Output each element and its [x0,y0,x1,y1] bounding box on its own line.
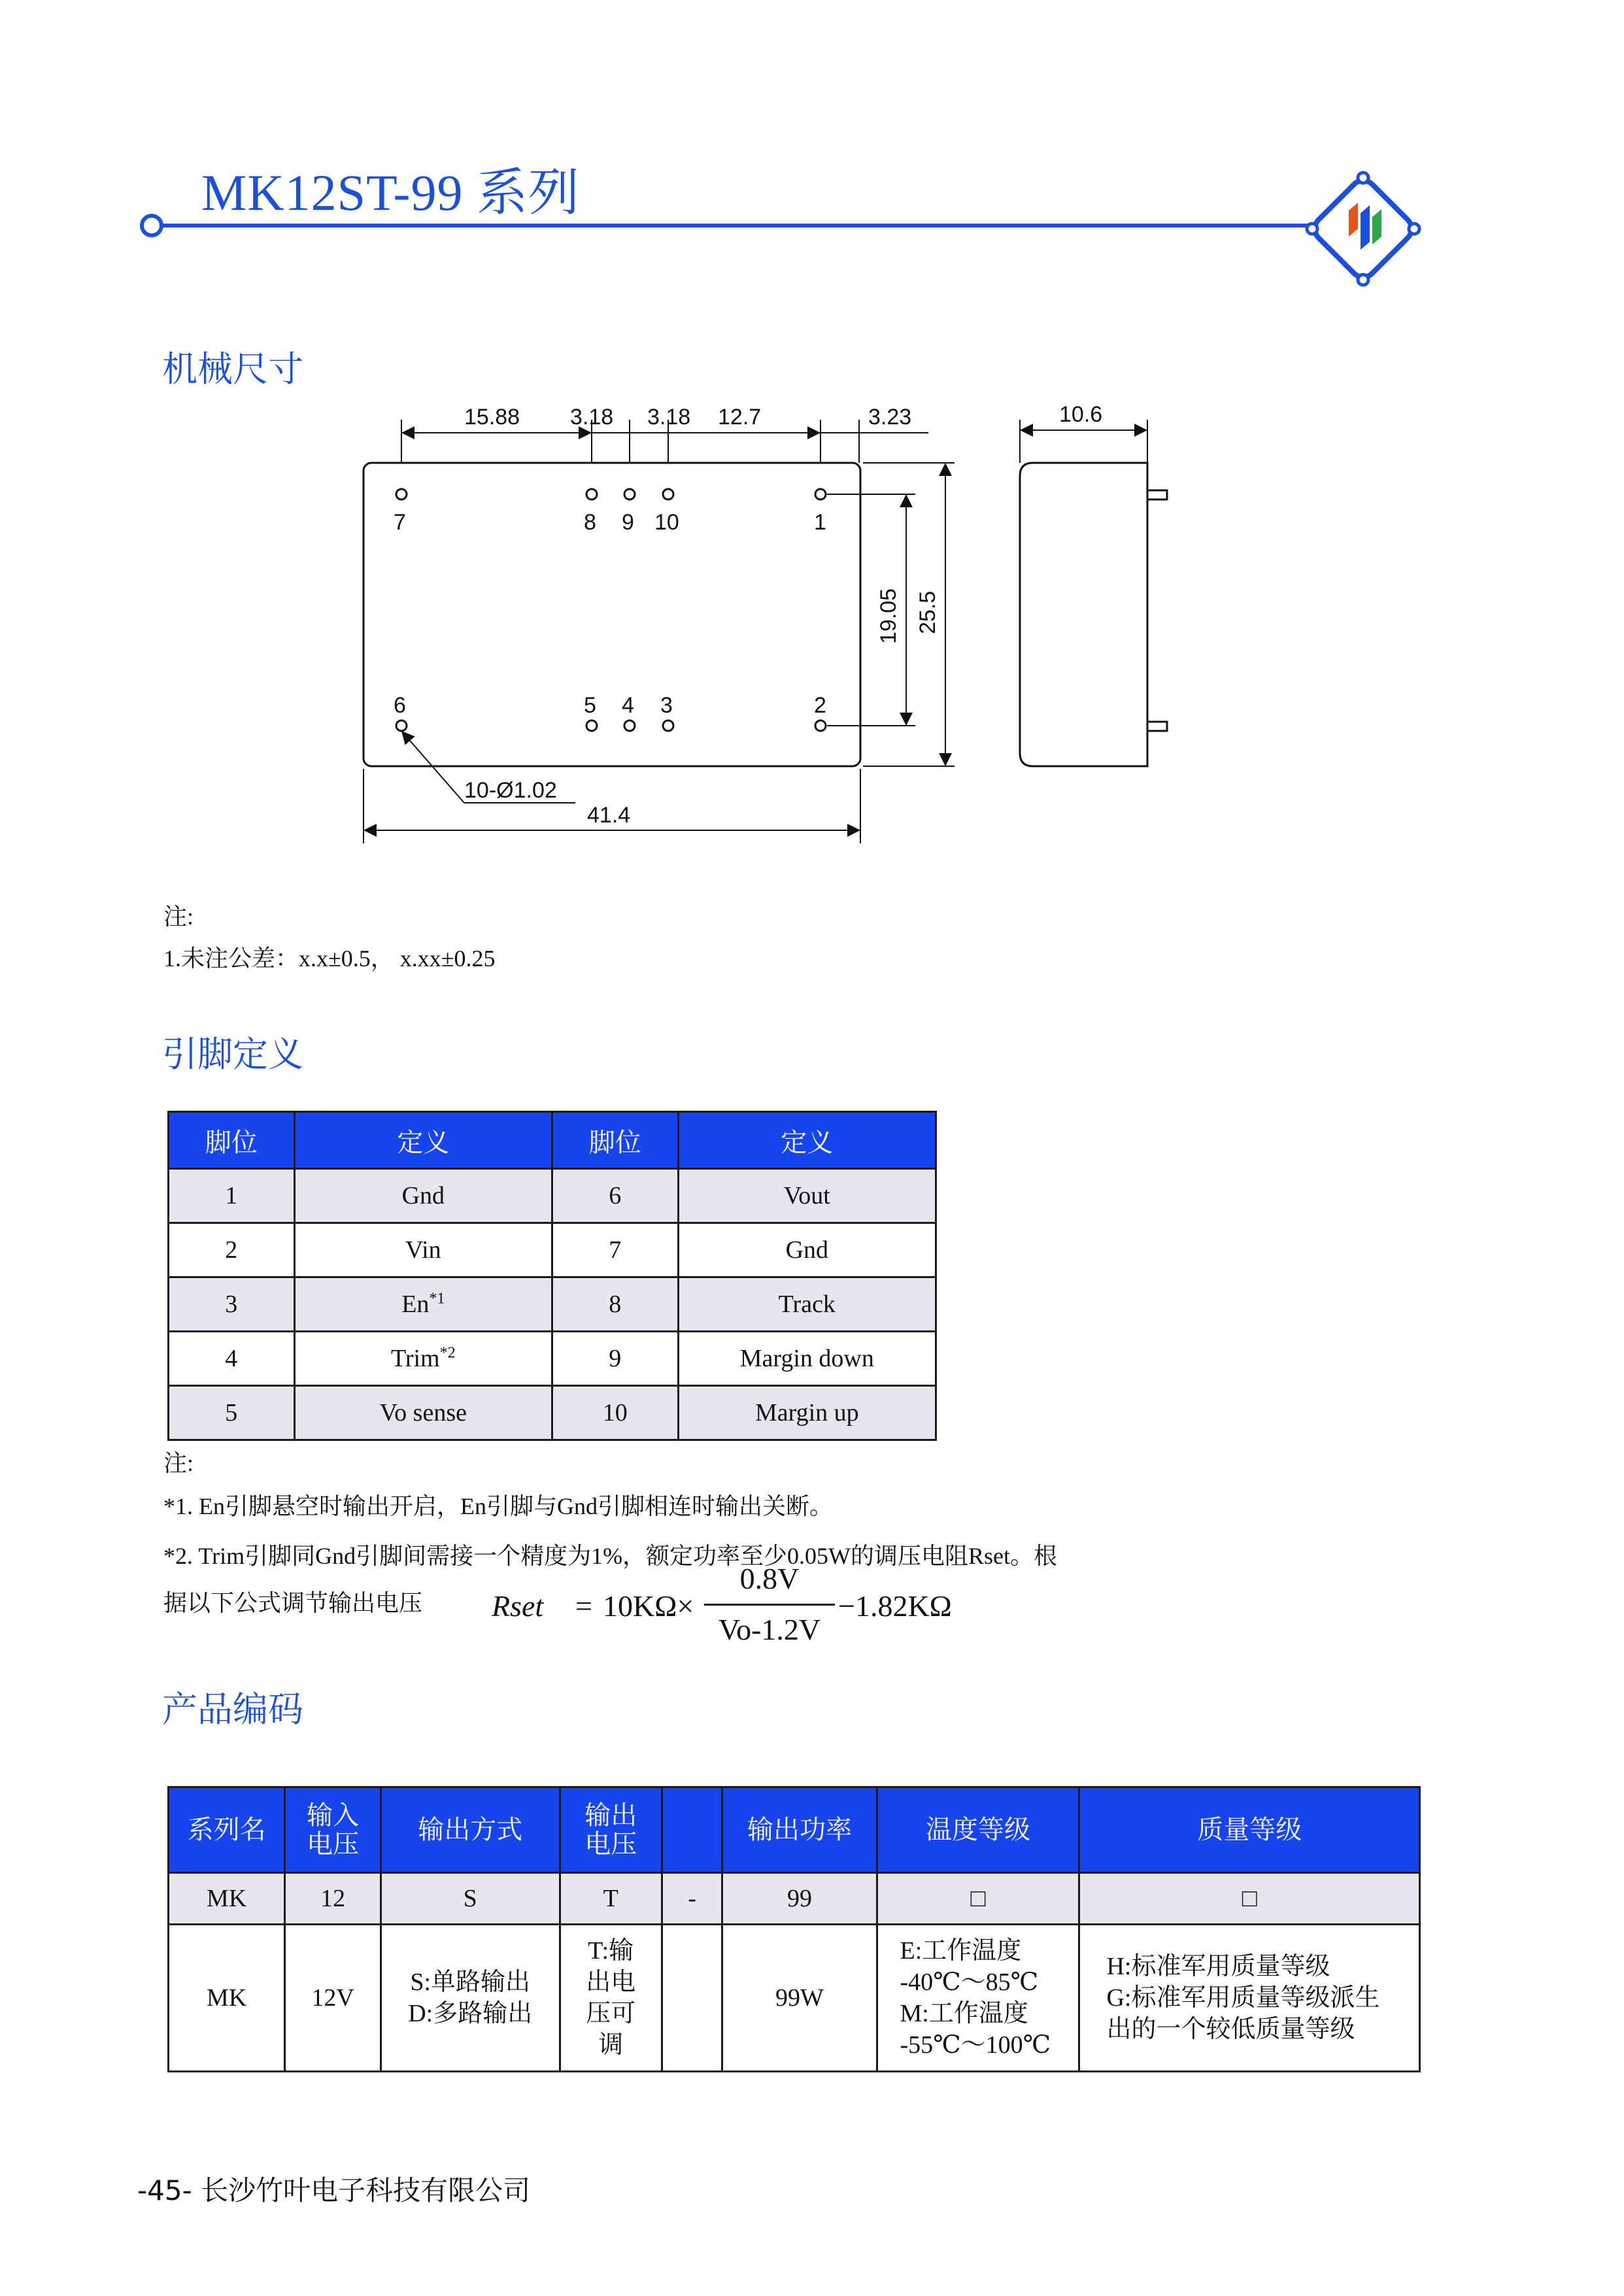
dim-hole: 10-Ø1.02 [464,778,557,803]
header-quality-grade: 质量等级 [1079,1787,1420,1873]
cell-def: Gnd [294,1169,552,1223]
desc-cell: MK [169,1925,285,2072]
code-cell: □ [1079,1873,1420,1925]
fraction-bar [704,1604,835,1606]
desc-line: 压可 [586,2000,636,2027]
pin-label-10: 10 [654,510,679,535]
pin-label-7: 7 [394,510,406,535]
formula-tail: −1.82KΩ [838,1589,952,1623]
table-row [169,1223,936,1277]
table-row [169,1873,1420,1925]
header-pin-a: 脚位 [169,1112,295,1169]
section-title-pins: 引脚定义 [162,1034,303,1075]
code-cell: 12 [285,1873,381,1925]
formula-numerator: 0.8V [739,1562,800,1595]
pin-label-8: 8 [584,510,596,535]
pin-label-9: 9 [622,510,634,535]
code-cell: □ [877,1873,1079,1925]
side-pin-bottom [1147,722,1167,731]
cell-def: Vin [294,1223,552,1277]
desc-line: E:工作温度 [900,1937,1022,1965]
pin-note-2-cont: 据以下公式调节输出电压 [163,1590,423,1616]
desc-cell: 99W [722,1925,877,2072]
pin-note-label: 注: [163,1450,194,1476]
page-footer: -45- 长沙竹叶电子科技有限公司 [137,2174,531,2206]
header-temp-grade: 温度等级 [877,1787,1079,1873]
desc-cell [1079,1925,1420,2072]
cell-pin: 5 [169,1386,295,1440]
dim-d1: 15.88 [464,405,520,430]
cell-def-text: En [401,1291,430,1318]
desc-line: T:输 [588,1937,634,1965]
module-body-top-view [364,463,860,766]
cell-pin: 8 [552,1277,679,1332]
side-pin-top [1147,490,1167,499]
dim-d3: 3.18 [647,405,691,430]
table-row [169,1386,936,1440]
table-header-row [169,1112,936,1169]
dim-d4: 12.7 [718,405,762,430]
cell-def [294,1332,552,1386]
section-title-product-code: 产品编码 [162,1689,303,1730]
formula-lhs: Rset [492,1589,544,1623]
dim-pin-spacing: 19.05 [876,588,901,644]
desc-cell: 12V [285,1925,381,2072]
header-blank [662,1787,722,1873]
header-output-mode: 输出方式 [381,1787,560,1873]
desc-cell [381,1925,560,2072]
footnote-mark: *1 [429,1290,445,1308]
cell-pin: 3 [169,1277,295,1332]
pin-label-1: 1 [814,510,826,535]
header-def-a: 定义 [294,1112,552,1169]
desc-line: M:工作温度 [900,2000,1028,2027]
header-power: 输出功率 [722,1787,877,1873]
section-title-mechanical: 机械尺寸 [162,348,303,390]
cell-pin: 10 [552,1386,679,1440]
table-header-row [169,1787,1420,1873]
pin-definition-table [167,1111,937,1441]
dim-side-width: 10.6 [1059,402,1103,427]
cell-def: Vout [678,1169,936,1223]
cell-def-text: Trim [390,1345,440,1372]
header-output-voltage [560,1787,662,1873]
header-line: 电压 [307,1829,360,1859]
code-cell: S [381,1873,560,1925]
header-line: 输入 [307,1800,360,1831]
cell-pin: 1 [169,1169,295,1223]
company-logo-icon [1298,163,1429,294]
formula-denominator: Vo-1.2V [718,1613,821,1646]
cell-def: Margin down [678,1332,936,1386]
code-cell: 99 [722,1873,877,1925]
header-pin-b: 脚位 [552,1112,679,1169]
pin-note-1: *1. En引脚悬空时输出开启，En引脚与Gnd引脚相连时输出关断。 [163,1493,833,1519]
cell-def: Margin up [678,1386,936,1440]
cell-pin: 9 [552,1332,679,1386]
mechanical-drawing [340,392,1255,863]
cell-def: Track [678,1277,936,1332]
header-input-voltage [285,1787,381,1873]
cell-pin: 7 [552,1223,679,1277]
table-row [169,1277,936,1332]
cell-def: Vo sense [294,1386,552,1440]
header-line [131,170,1451,294]
pin-note-2: *2. Trim引脚同Gnd引脚间需接一个精度为1%，额定功率至少0.05W的调压电阻Rset。根 [163,1543,1058,1569]
table-row [169,1169,936,1223]
code-cell: - [662,1873,722,1925]
desc-cell [877,1925,1079,2072]
desc-line: H:标准军用质量等级 [1106,1953,1330,1980]
code-cell: T [560,1873,662,1925]
formula-term1: 10KΩ× [603,1589,694,1623]
header-line: 电压 [584,1829,637,1859]
series-title: MK12ST-99 系列 [201,164,581,221]
header-series: 系列名 [169,1787,285,1873]
pin-label-6: 6 [394,693,406,718]
module-body-side-view [1020,463,1147,766]
desc-line: 出电 [586,1968,636,1996]
dim-d5: 3.23 [868,405,912,430]
desc-cell [560,1925,662,2072]
mech-note-1: 1.未注公差：x.x±0.5， x.xx±0.25 [163,945,496,971]
table-row [169,1332,936,1386]
dim-d2: 3.18 [570,405,614,430]
desc-line: -40℃～85℃ [900,1968,1039,1996]
product-code-table [167,1786,1421,2072]
cell-def [294,1277,552,1332]
cell-pin: 4 [169,1332,295,1386]
pin-label-2: 2 [814,693,826,718]
cell-pin: 6 [552,1169,679,1223]
pin-label-3: 3 [660,693,673,718]
dim-height: 25.5 [915,590,940,634]
footnote-mark: *2 [439,1344,456,1362]
desc-line: 调 [598,2031,624,2059]
cell-def: Gnd [678,1223,936,1277]
desc-cell [662,1925,722,2072]
mech-note-label: 注: [163,903,194,930]
code-cell: MK [169,1873,285,1925]
desc-line: S:单路输出 [410,1968,531,1996]
formula-eq: = [575,1589,592,1623]
table-row [169,1925,1420,2072]
header-line: 输出 [584,1800,637,1831]
desc-line: D:多路输出 [408,2000,533,2027]
desc-line: -55℃～100℃ [900,2031,1051,2059]
dim-length: 41.4 [587,803,631,828]
desc-line: 出的一个较低质量等级 [1106,2016,1355,2043]
desc-line: G:标准军用质量等级派生 [1106,1984,1380,2012]
cell-pin: 2 [169,1223,295,1277]
pin-label-4: 4 [622,693,634,718]
header-def-b: 定义 [678,1112,936,1169]
pin-label-5: 5 [584,693,596,718]
